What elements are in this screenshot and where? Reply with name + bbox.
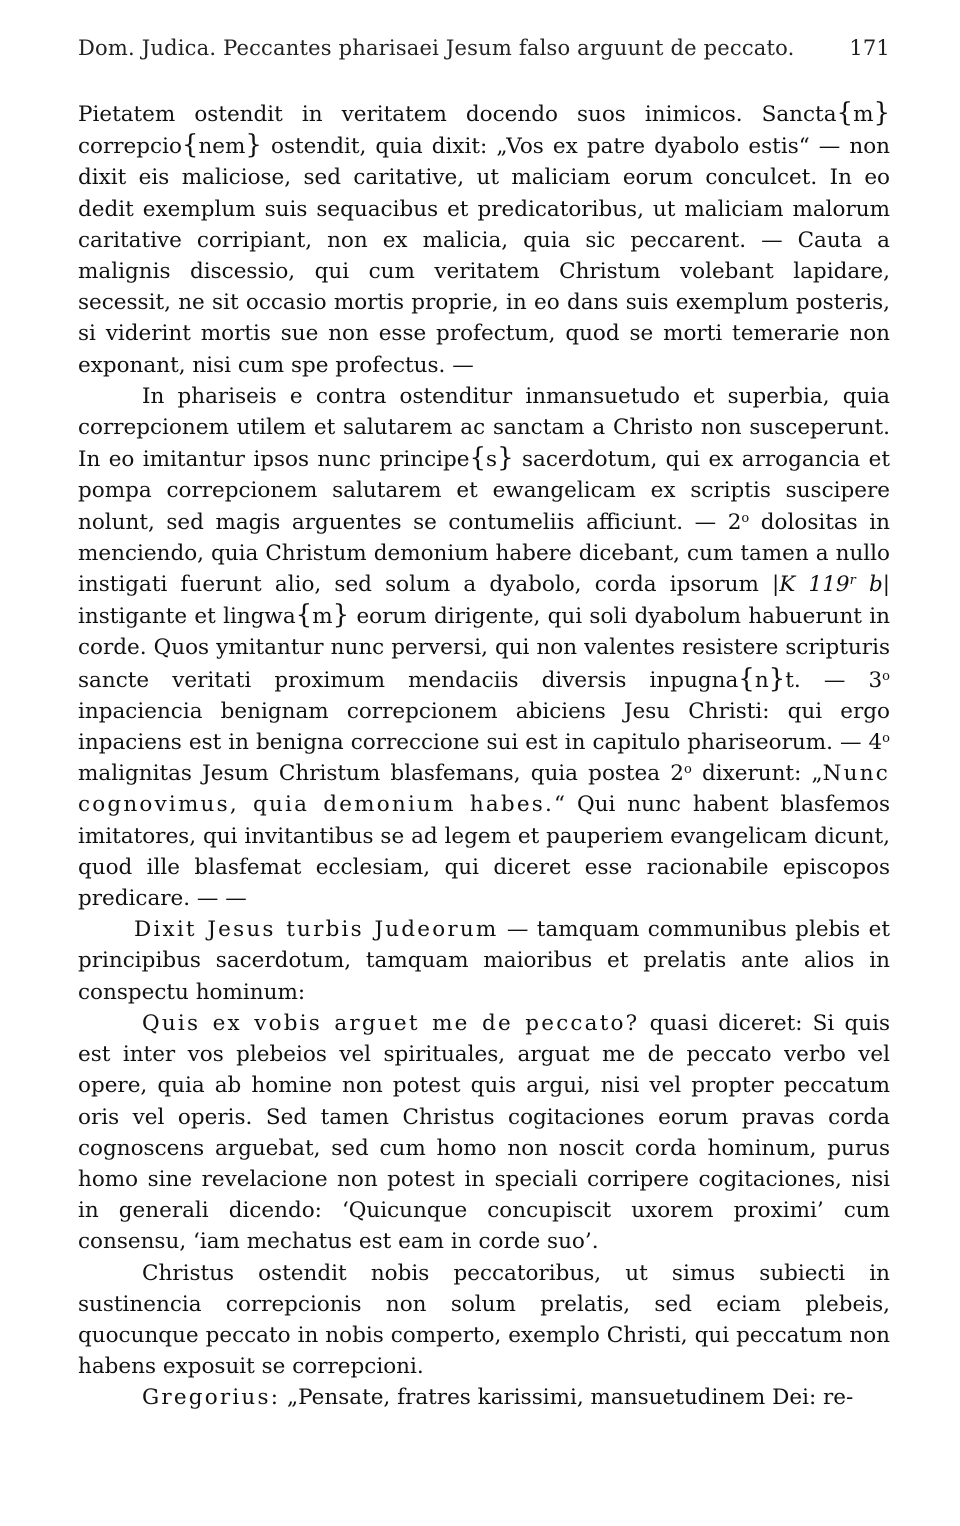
paragraph-2 bbox=[78, 381, 890, 914]
text-run: — tamquam communibus plebis et principibus sacerdotum, tamquam maioribus et prelatis ante alios in conspectu hominum: bbox=[78, 917, 890, 1005]
text-run: In phariseis e contra ostenditur inmansuetudo et superbia, quia correpcionem utilem et salutarem ac sanctam a Christo non susceperunt. In eo imitantur ipsos nunc principe bbox=[78, 383, 890, 473]
text-run: quasi diceret: Si quis est inter vos plebeios vel spirituales, arguat me de peccato verbo vel opere, quia ab homine non potest quis argui, nisi vel propter peccatum oris vel operis. Sed tamen Christus cogitaciones eorum pravas corda cognoscens arguebat, sed cum homo non noscit corda hominum, purus homo sine revelacione non potest in speciali corripere cogitaciones, nisi in generali dicendo: ‘Quicunque concupiscit uxorem proximi’ cum consensu, ‘iam mechatus est eam in corde suo’. bbox=[78, 1010, 890, 1255]
ordinal-mark: o bbox=[741, 510, 750, 526]
spaced-quote: Nunc cognovimus, quia demonium habes. bbox=[78, 761, 890, 818]
editorial-brace: } bbox=[245, 130, 262, 161]
text-run: malignitas Jesum Christum blasfemans, quia postea 2 bbox=[78, 761, 684, 787]
lemma-spaced: Dixit Jesus turbis Judeorum bbox=[134, 917, 499, 943]
text-run: ostendit, quia dixit: „Vos ex patre dyabolo estis“ — non dixit eis maliciose, sed caritative, ut maliciam eorum conculcet. In eo dedit exemplum suis sequacibus et predicatoribus, ut maliciam malorum caritative corripiant, non ex malicia, quia sic peccarent. — Cauta a malignis discessio, qui cum veritatem Christum volebant lapidare, secessit, ne sit occasio mortis proprie, in eo dans suis exemplum posteris, si viderint mortis sue non esse profectum, quod se morti temerarie non exponant, nisi cum spe profectus. — bbox=[78, 134, 890, 378]
paragraph-3 bbox=[78, 914, 890, 1008]
text-run: correpcio bbox=[78, 134, 182, 160]
editorial-brace: } bbox=[768, 663, 786, 694]
lemma-spaced: Quis ex vobis arguet me de peccato? bbox=[142, 1010, 640, 1036]
manuscript-reference: |K 119$^r$ b| bbox=[772, 572, 890, 598]
text-run: eorum dirigente, qui soli dyabolum habuerunt in corde. Quos ymitantur nunc perversi, qui non valentes resistere scripturis sancte veritati proximum mendaciis diversis inpugna bbox=[78, 604, 890, 693]
editorial-brace: } bbox=[873, 98, 890, 128]
paragraph-6 bbox=[78, 1382, 890, 1413]
running-head bbox=[78, 36, 890, 76]
text-run: Pietatem ostendit in veritatem docendo suos inimicos. Sancta bbox=[78, 102, 837, 127]
paragraph-4 bbox=[78, 1008, 890, 1258]
text-run: „Pensate, fratres karissimi, mansuetudinem Dei: re- bbox=[280, 1385, 854, 1411]
editorial-supply: m bbox=[312, 604, 333, 630]
ordinal-mark: o bbox=[882, 668, 890, 684]
paragraph-5 bbox=[78, 1258, 890, 1383]
editorial-brace: { bbox=[836, 98, 854, 128]
text-run: instigante et lingwa bbox=[78, 604, 296, 630]
editorial-supply: m bbox=[853, 102, 874, 127]
text-run: dolositas in menciendo, quia Christum demonium habere dicebant, cum tamen a nullo instigati fuerunt alio, sed solum a dyabolo, corda ipsorum bbox=[78, 509, 890, 598]
lemma-spaced: Gregorius: bbox=[142, 1385, 281, 1411]
editorial-supply: n bbox=[754, 667, 769, 693]
text-run: Christus ostendit nobis peccatoribus, ut simus subiecti in sustinencia correpcionis non solum prelatis, sed eciam plebeis, quocunque peccato in nobis comperto, exemplo Christi, qui peccatum non habens exposuit se correpcioni. bbox=[78, 1260, 890, 1380]
text-run: inpaciencia benignam correpcionem abiciens Jesu Christi: qui ergo inpaciens est in benigna correccione sui est in capitulo phariseorum. — 4 bbox=[78, 698, 890, 756]
editorial-brace: { bbox=[738, 663, 755, 694]
running-title: Dom. Judica. Peccantes pharisaei Jesum falso arguunt de peccato. bbox=[78, 36, 795, 60]
editorial-supply: s bbox=[486, 447, 498, 473]
text-run: “ Qui nunc habent blasfemos imitatores, qui invitantibus se ad legem et pauperiem evangelicam dicunt, quod ille blasfemat ecclesiam, qui diceret esse racionabile episcopos predicare. — — bbox=[78, 792, 890, 912]
text-run: t. — 3 bbox=[785, 667, 883, 693]
editorial-brace: { bbox=[469, 443, 487, 474]
editorial-brace: } bbox=[497, 443, 514, 474]
text-run: dixerunt: „ bbox=[691, 761, 823, 787]
body-text bbox=[78, 98, 890, 1414]
ordinal-mark: o bbox=[683, 762, 692, 778]
paragraph-1 bbox=[78, 98, 890, 381]
editorial-brace: { bbox=[181, 130, 199, 161]
editorial-brace: } bbox=[332, 600, 350, 631]
editorial-brace: { bbox=[295, 600, 313, 631]
text-run: sacerdotum, qui ex arrogancia et pompa correpcionem salutarem et ewangelicam ex scriptis suscipere nolunt, sed magis arguentes se contumeliis afficiunt. — 2 bbox=[78, 447, 890, 535]
ordinal-mark: o bbox=[882, 731, 890, 747]
page-number: 171 bbox=[849, 36, 890, 60]
editorial-supply: nem bbox=[198, 134, 246, 160]
